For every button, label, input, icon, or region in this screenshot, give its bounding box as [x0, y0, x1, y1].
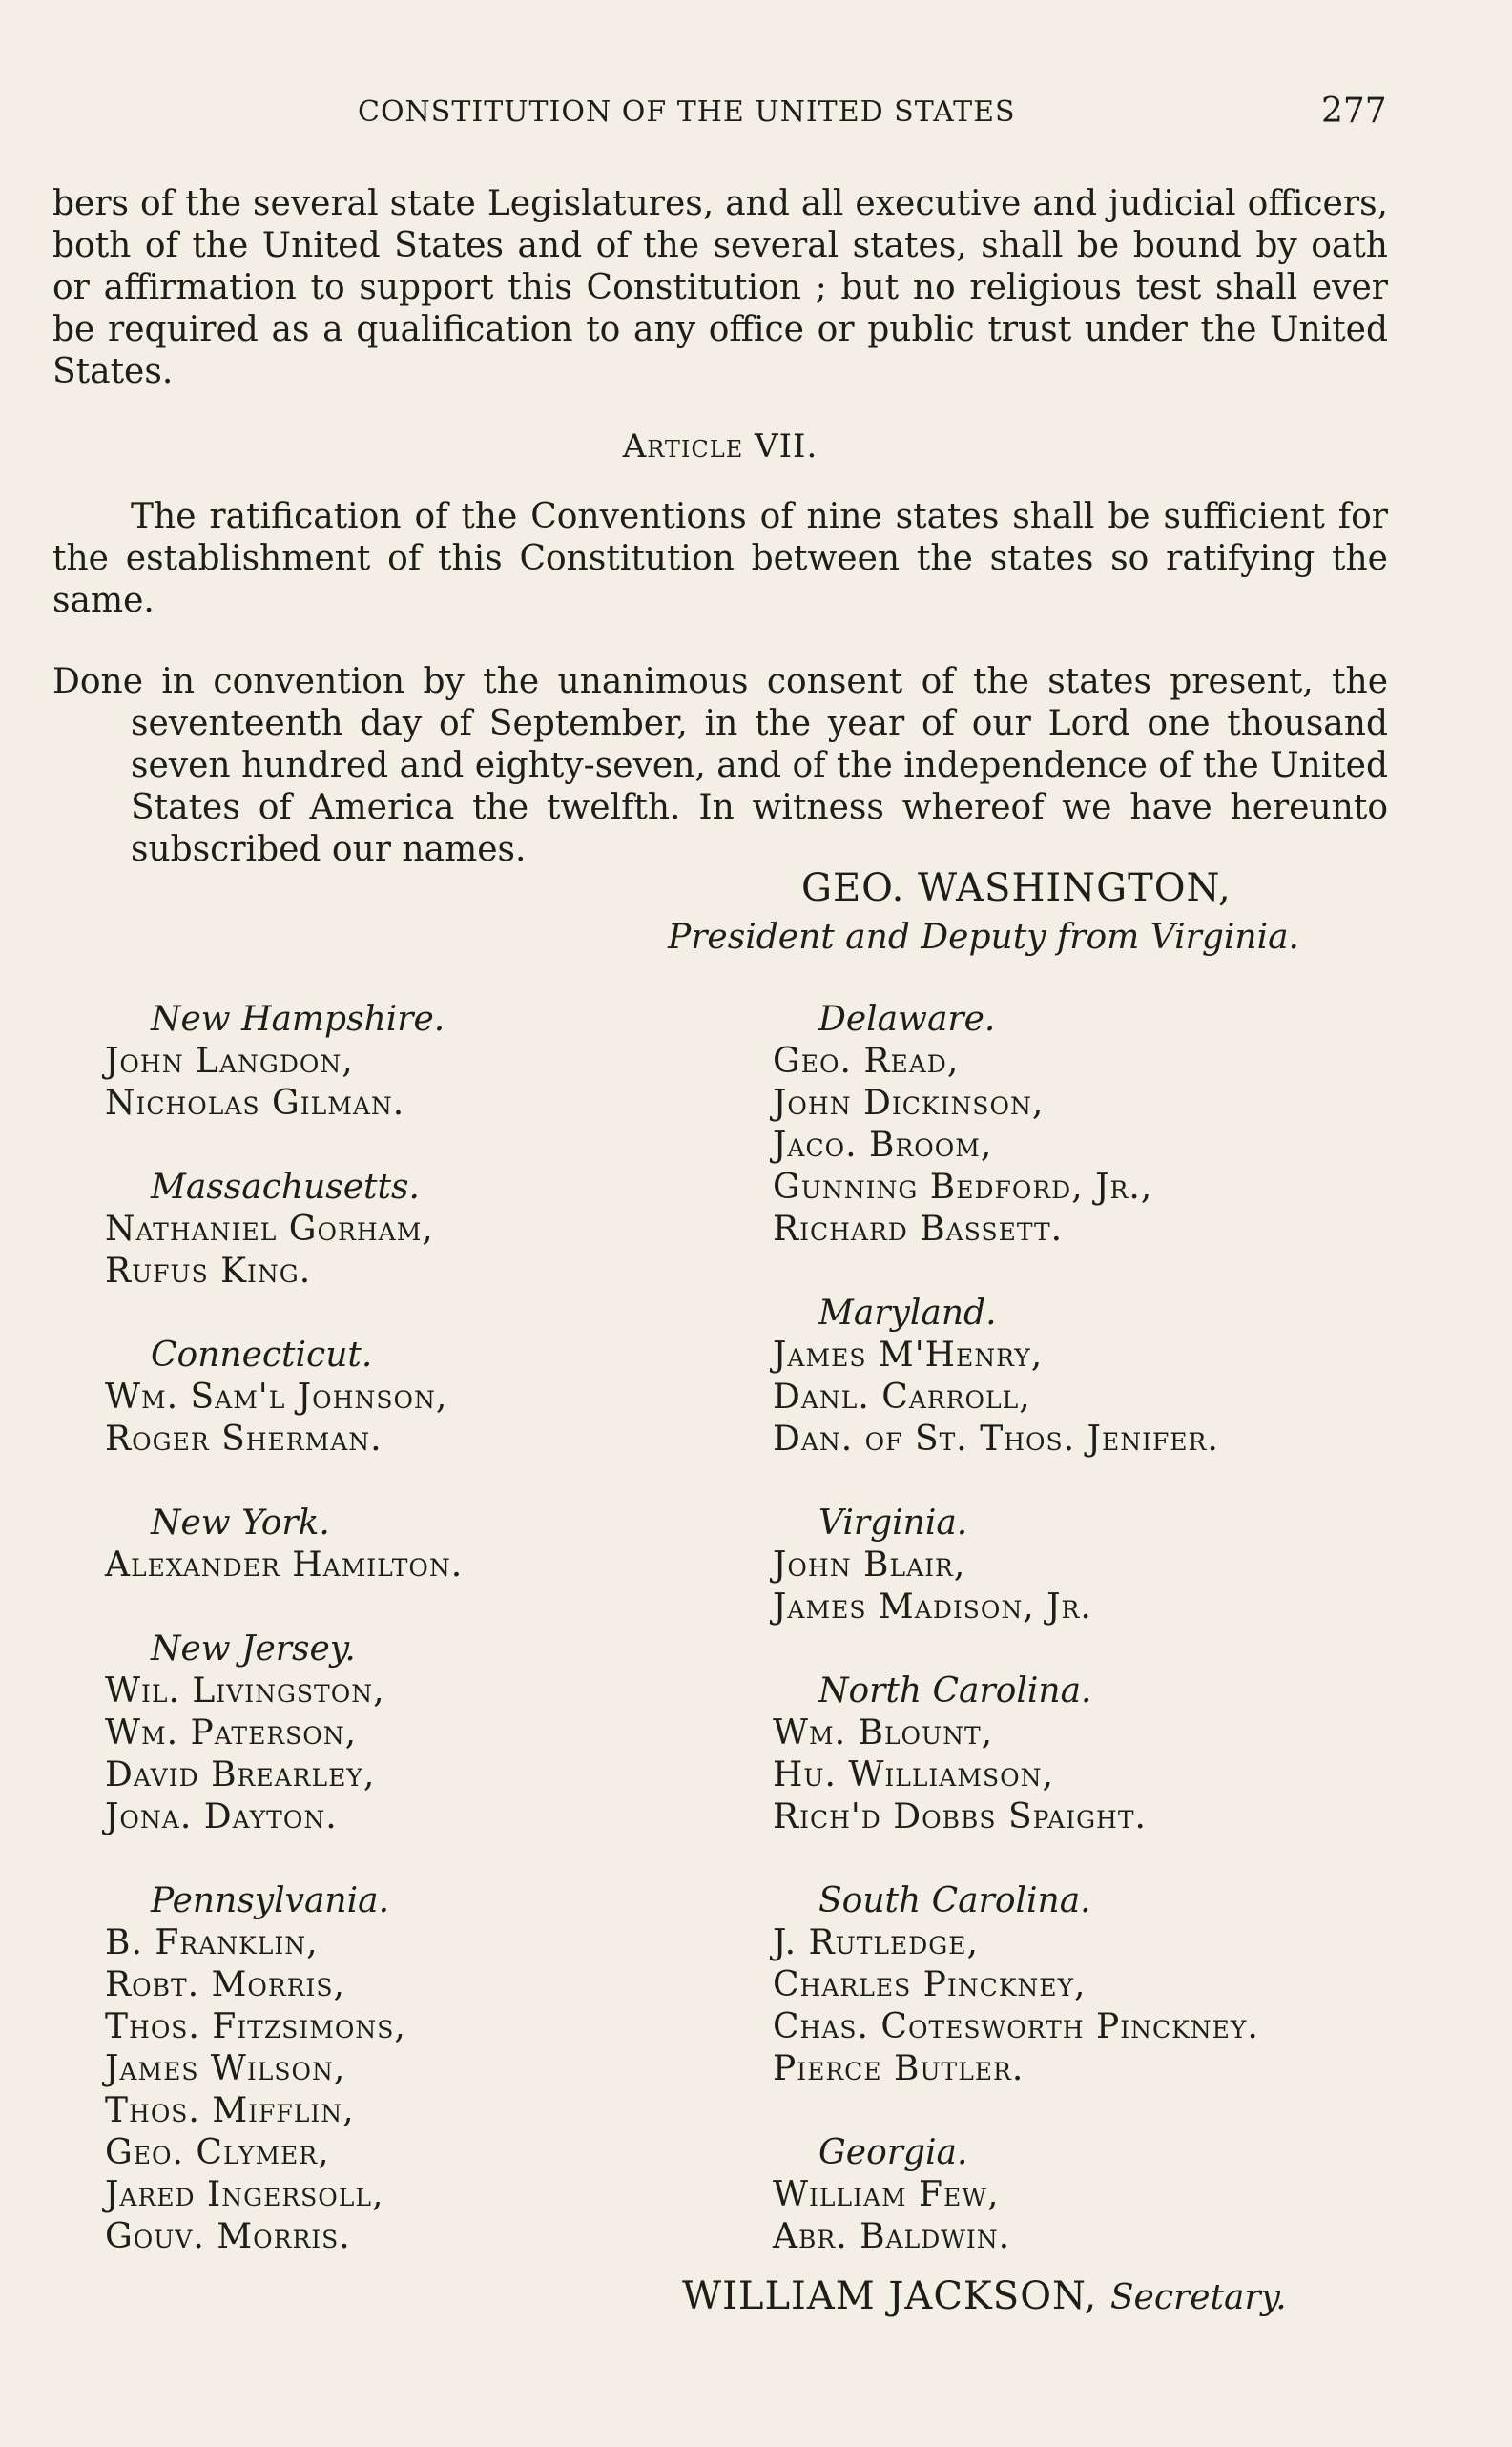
state-delegation	[105, 1167, 773, 1293]
signer-name: Pierce Butler.	[773, 2049, 1025, 2088]
signer-name: J. Rutledge,	[773, 1923, 979, 1962]
state-name: Virginia.	[818, 1503, 968, 1543]
signer-name: James Madison, Jr.	[773, 1587, 1092, 1627]
state-delegation	[773, 1880, 1440, 2090]
signer-name: Hu. Williamson,	[773, 1755, 1054, 1794]
signer-name: Charles Pinckney,	[773, 1965, 1087, 2004]
article-heading: Article VII.	[622, 427, 818, 466]
signer-name: James Wilson,	[105, 2049, 346, 2088]
signer-name: Abr. Baldwin.	[773, 2217, 1011, 2256]
signer-name: Wm. Paterson,	[105, 1713, 358, 1752]
signer-name: B. Franklin,	[105, 1923, 319, 1962]
secretary-signature	[682, 2274, 1287, 2318]
state-delegation	[105, 1880, 773, 2258]
state-name: South Carolina.	[818, 1881, 1091, 1920]
page-number: 277	[1321, 92, 1387, 131]
signer-name: Richard Bassett.	[773, 1210, 1064, 1249]
signer-name: Wil. Livingston,	[105, 1671, 385, 1711]
signer-name: Thos. Mifflin,	[105, 2091, 355, 2130]
running-title: CONSTITUTION OF THE UNITED STATES	[358, 95, 1016, 129]
signer-name: Chas. Cotesworth Pinckney.	[773, 2007, 1259, 2046]
signer-name: Rufus King.	[105, 1252, 312, 1291]
president-title: President and Deputy from Virginia.	[668, 918, 1299, 957]
signer-name: Alexander Hamilton.	[105, 1545, 464, 1585]
signer-name: Robt. Morris,	[105, 1965, 345, 2004]
signer-name: William Few,	[773, 2175, 1000, 2214]
signer-name: Danl. Carroll,	[773, 1378, 1031, 1417]
state-name: Pennsylvania.	[151, 1881, 390, 1920]
signer-name: Gunning Bedford, Jr.,	[773, 1168, 1153, 1207]
signer-name: Gouv. Morris.	[105, 2217, 351, 2256]
secretary-title: Secretary.	[1109, 2278, 1287, 2317]
signer-name: Nathaniel Gorham,	[105, 1210, 434, 1249]
signer-name: Wm. Blount,	[773, 1713, 994, 1752]
signer-name: Jona. Dayton.	[105, 1797, 338, 1836]
article-text: The ratification of the Conventions of nine states shall be sufficient for the establishment of this Constitution between the states so ratifying the same.	[52, 497, 1388, 620]
signer-name: David Brearley,	[105, 1755, 376, 1794]
signer-name: Roger Sherman.	[105, 1420, 383, 1459]
signer-name: Dan. of St. Thos. Jenifer.	[773, 1420, 1219, 1459]
secretary-name: WILLIAM JACKSON,	[682, 2274, 1098, 2318]
state-delegation	[773, 2132, 1440, 2258]
state-name: New York.	[151, 1503, 330, 1543]
state-delegation	[105, 1335, 773, 1461]
state-delegation	[105, 1628, 773, 1838]
state-delegation	[105, 1503, 773, 1586]
state-name: Connecticut.	[151, 1336, 373, 1375]
state-name: New Jersey.	[151, 1629, 356, 1669]
signer-name: Geo. Read,	[773, 1042, 960, 1081]
signer-name: Wm. Sam'l Johnson,	[105, 1378, 448, 1417]
state-name: Delaware.	[818, 1000, 996, 1039]
signer-name: Jaco. Broom,	[773, 1126, 993, 1165]
signer-name: John Blair,	[773, 1545, 966, 1585]
continuation-paragraph: bers of the several state Legislatures, and all executive and judicial officers, both of the United States and of the several states, shall be bound by oath or affirmation to support this Constitution ; but no religious test shall ever be required as a qualification to any office or public trust under the United States.	[52, 184, 1388, 391]
president-name: GEO. WASHINGTON,	[801, 866, 1232, 910]
state-name: Massachusetts.	[151, 1168, 420, 1207]
signer-name: John Langdon,	[105, 1042, 354, 1081]
state-delegation	[773, 1503, 1440, 1628]
signer-name: Thos. Fitzsimons,	[105, 2007, 406, 2046]
signers-left-column	[105, 999, 773, 2300]
signer-name: Geo. Clymer,	[105, 2133, 330, 2172]
signer-name: John Dickinson,	[773, 1084, 1045, 1123]
done-in-convention-paragraph: Done in convention by the unanimous consent of the states present, the seventeenth day of September, in the year of our Lord one thousand seven hundred and eighty-seven, and of the independence of the United States of America the twelfth. In witness whereof we have hereunto subscribed our names.	[52, 662, 1389, 869]
signers-right-column	[773, 999, 1440, 2300]
state-name: Maryland.	[818, 1294, 997, 1333]
signer-name: Jared Ingersoll,	[105, 2175, 384, 2214]
state-delegation	[105, 999, 773, 1125]
signer-name: Nicholas Gilman.	[105, 1084, 405, 1123]
state-delegation	[773, 1670, 1440, 1838]
state-delegation	[773, 1293, 1440, 1461]
state-name: Georgia.	[818, 2133, 968, 2172]
state-name: North Carolina.	[818, 1671, 1092, 1711]
signer-name: James M'Henry,	[773, 1336, 1044, 1375]
state-delegation	[773, 999, 1440, 1251]
signer-name: Rich'd Dobbs Spaight.	[773, 1797, 1147, 1836]
state-name: New Hampshire.	[151, 1000, 445, 1039]
